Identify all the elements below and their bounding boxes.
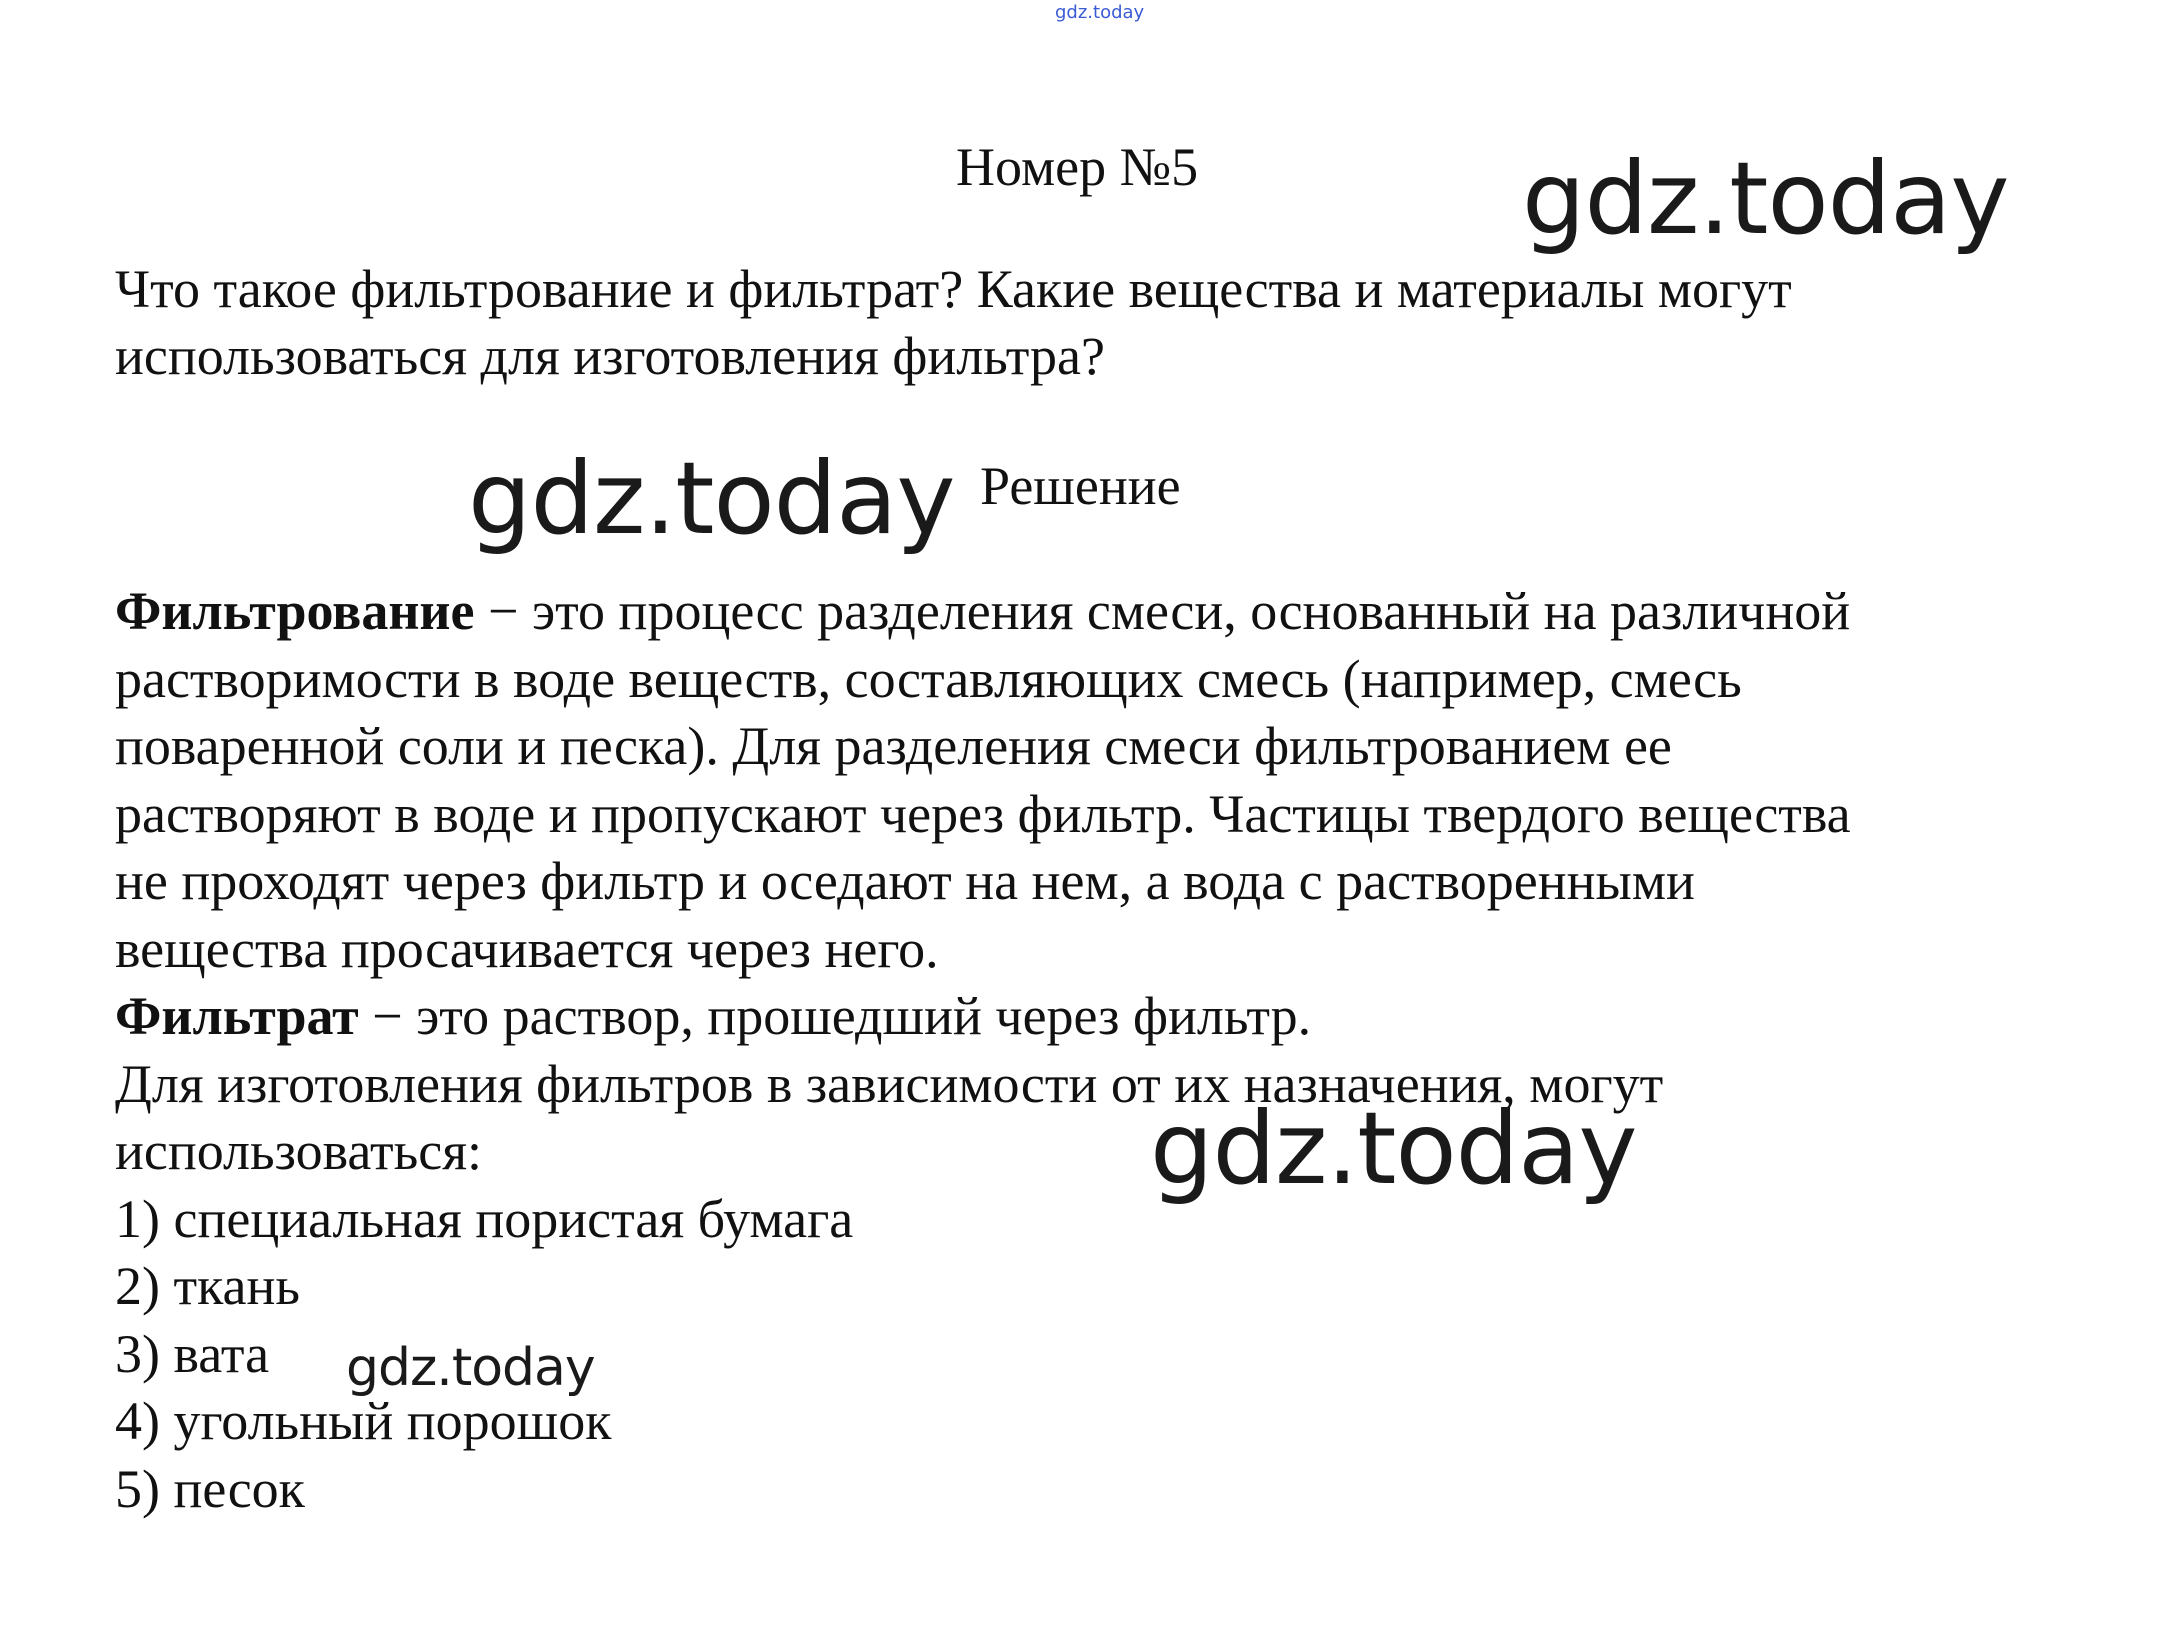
list-item: 2) ткань <box>115 1256 300 1316</box>
answer-line: растворимости в воде веществ, составляющих смесь (например, смесь <box>115 648 1742 709</box>
watermark-logo: gdz.today <box>1150 1090 1637 1207</box>
solution-heading: Решение <box>980 456 1181 516</box>
answer-line: вещества просачивается через него. <box>115 918 939 979</box>
list-item: 3) вата <box>115 1323 270 1384</box>
page-title: Номер №5 <box>956 137 1199 197</box>
term-filtrate: Фильтрат <box>115 986 359 1046</box>
answer-line: использоваться: <box>115 1121 483 1181</box>
question-line: использоваться для изготовления фильтра? <box>115 326 1105 386</box>
definition-text: − это раствор, прошедший через фильтр. <box>358 986 1312 1046</box>
watermark-logo: gdz.today <box>468 440 955 557</box>
term-filtering: Фильтрование <box>115 581 475 641</box>
top-watermark: gdz.today <box>1055 2 1145 23</box>
question-text <box>115 256 2115 390</box>
answer-line <box>115 983 2135 1051</box>
definition-text: − это процесс разделения смеси, основанный на различной <box>474 581 1851 641</box>
answer-line <box>115 578 2135 646</box>
list-item: 5) песок <box>115 1458 305 1519</box>
list-item: 1) специальная пористая бумага <box>115 1188 854 1249</box>
watermark-logo: gdz.today <box>346 1338 595 1398</box>
list-item: 4) угольный порошок <box>115 1391 612 1451</box>
answer-line: поваренной соли и песка). Для разделения смеси фильтрованием ее <box>115 716 1672 776</box>
answer-line: Для изготовления фильтров в зависимости от их назначения, могут <box>115 1053 1664 1114</box>
answer-line: растворяют в воде и пропускают через фильтр. Частицы твердого вещества <box>115 783 1851 844</box>
watermark-logo: gdz.today <box>1522 140 2009 257</box>
answer-line: не проходят через фильтр и оседают на нем, а вода с растворенными <box>115 851 1695 911</box>
question-line: Что такое фильтрование и фильтрат? Какие вещества и материалы могут <box>115 259 1792 319</box>
